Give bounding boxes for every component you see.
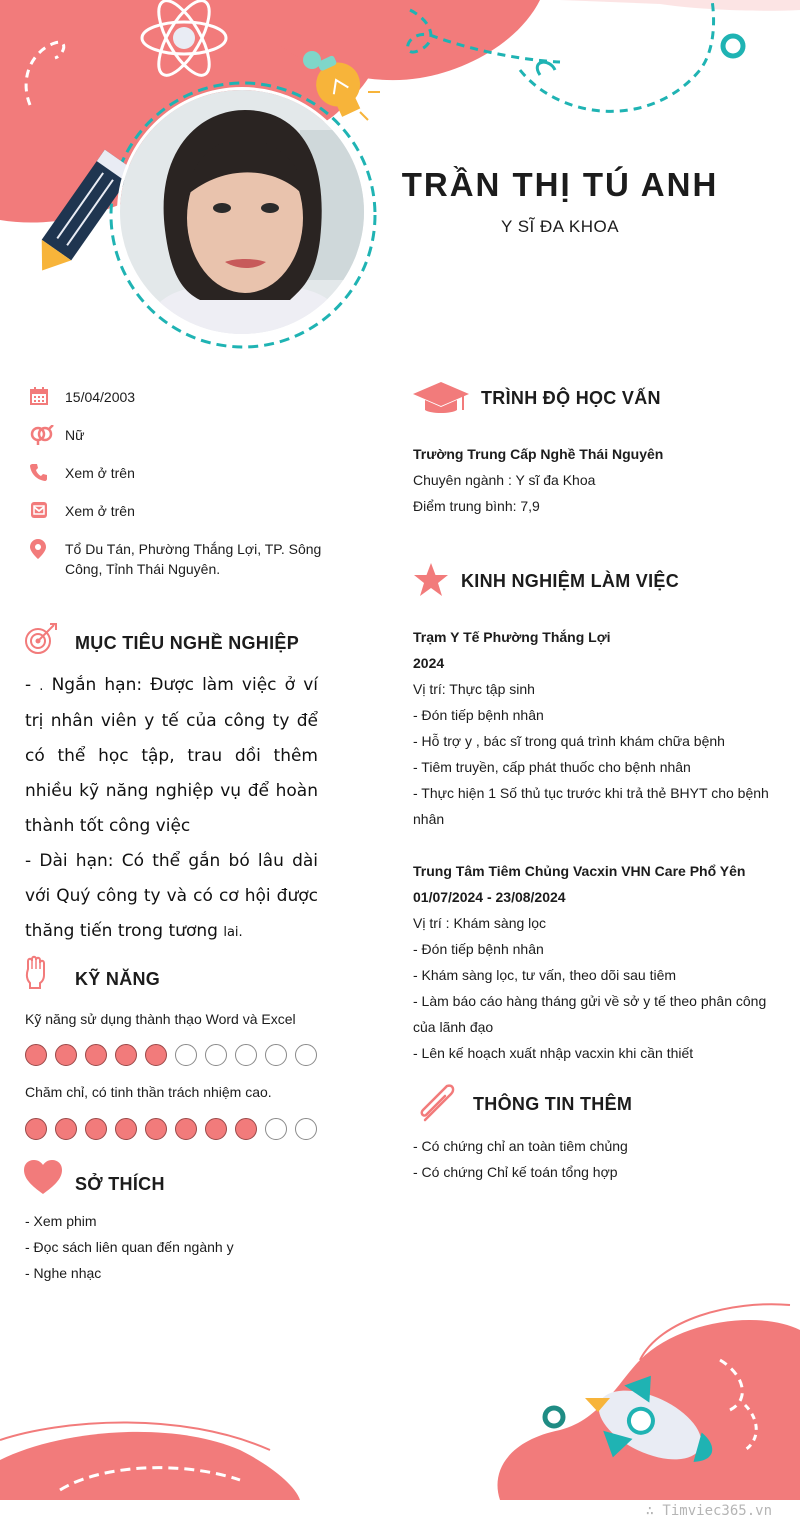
paperclip-icon bbox=[415, 1082, 459, 1129]
education-block bbox=[413, 441, 783, 519]
rating-dot-filled bbox=[115, 1118, 137, 1140]
job-line: - Tiêm truyền, cấp phát thuốc cho bệnh nhân bbox=[413, 759, 691, 775]
star-icon bbox=[413, 562, 449, 603]
target-icon bbox=[24, 622, 58, 661]
experience-job-2 bbox=[413, 858, 785, 1066]
rating-dot-empty bbox=[205, 1044, 227, 1066]
job-line: - Làm báo cáo hàng tháng gửi về sở y tế theo phân công của lãnh đạo bbox=[413, 993, 767, 1035]
birthday-value: 15/04/2003 bbox=[65, 389, 136, 405]
objective-tail: lai. bbox=[223, 925, 243, 940]
rating-dot-filled bbox=[205, 1118, 227, 1140]
rating-dot-filled bbox=[55, 1118, 77, 1140]
rating-dot-filled bbox=[115, 1044, 137, 1066]
watermark: ∴ Timviec365.vn bbox=[645, 1503, 772, 1519]
objective-prefix: - bbox=[25, 675, 40, 695]
rating-dot-filled bbox=[145, 1118, 167, 1140]
gender-icon bbox=[30, 425, 65, 450]
skill-1-rating bbox=[25, 1044, 317, 1066]
objective-text bbox=[25, 668, 318, 950]
job-period: 01/07/2024 - 23/08/2024 bbox=[413, 889, 566, 905]
location-pin-icon bbox=[30, 539, 65, 579]
major: Chuyên ngành : Y sĩ đa Khoa bbox=[413, 472, 596, 488]
rating-dot-empty bbox=[295, 1118, 317, 1140]
graduation-cap-icon bbox=[413, 380, 469, 419]
rating-dot-empty bbox=[265, 1044, 287, 1066]
gender-row bbox=[30, 425, 330, 450]
birthday-row bbox=[30, 387, 330, 410]
phone-icon bbox=[30, 463, 65, 486]
rating-dot-filled bbox=[145, 1044, 167, 1066]
hobby-item: - Đọc sách liên quan đến ngành y bbox=[25, 1239, 234, 1255]
rating-dot-filled bbox=[85, 1118, 107, 1140]
job-line: - Lên kế hoạch xuất nhập vacxin khi cần thiết bbox=[413, 1045, 694, 1061]
rating-dot-filled bbox=[235, 1118, 257, 1140]
job-line: - Đón tiếp bệnh nhân bbox=[413, 707, 544, 723]
rating-dot-empty bbox=[265, 1118, 287, 1140]
experience-job-1 bbox=[413, 624, 785, 832]
extra-item: - Có chứng Chỉ kế toán tổng hợp bbox=[413, 1164, 618, 1180]
job-line: Vị trí: Thực tập sinh bbox=[413, 681, 535, 697]
extra-title: THÔNG TIN THÊM bbox=[473, 1094, 633, 1114]
phone-row bbox=[30, 463, 330, 486]
job-line: Vị trí : Khám sàng lọc bbox=[413, 915, 547, 931]
rating-dot-filled bbox=[25, 1044, 47, 1066]
job-period: 2024 bbox=[413, 655, 445, 671]
hobbies-title: SỞ THÍCH bbox=[75, 1174, 165, 1194]
job-company: Trạm Y Tế Phường Thắng Lợi bbox=[413, 629, 611, 645]
hobby-item: - Nghe nhạc bbox=[25, 1265, 102, 1281]
hobbies-list bbox=[25, 1208, 234, 1286]
email-icon bbox=[30, 501, 65, 524]
objective-short-term: Ngắn hạn: Được làm việc ở ví trị nhân viên y tế của công ty để có thể học tập, trau dồi thêm nhiều kỹ năng nghiệp vụ để hoàn thành tốt công việc bbox=[25, 675, 318, 836]
gpa: Điểm trung bình: 7,9 bbox=[413, 498, 540, 514]
rating-dot-filled bbox=[25, 1118, 47, 1140]
extra-list bbox=[413, 1133, 785, 1185]
objective-long-term: - Dài hạn: Có thể gắn bó lâu dài với Quý công ty và có cơ hội được thăng tiến trong tương bbox=[25, 851, 318, 941]
rating-dot-empty bbox=[295, 1044, 317, 1066]
rating-dot-empty bbox=[235, 1044, 257, 1066]
experience-title: KINH NGHIỆM LÀM VIỆC bbox=[461, 571, 680, 591]
calendar-icon bbox=[30, 387, 65, 410]
phone-value: Xem ở trên bbox=[65, 465, 135, 481]
skill-2-name: Chăm chỉ, có tinh thần trách nhiệm cao. bbox=[25, 1084, 272, 1100]
address-value: Tổ Du Tán, Phường Thắng Lợi, TP. Sông Công, Tỉnh Thái Nguyên. bbox=[65, 541, 322, 577]
skill-1-name: Kỹ năng sử dụng thành thạo Word và Excel bbox=[25, 1011, 296, 1027]
objective-title: MỤC TIÊU NGHỀ NGHIỆP bbox=[75, 633, 300, 653]
address-row bbox=[30, 539, 330, 579]
job-company: Trung Tâm Tiêm Chủng Vacxin VHN Care Phổ Yên bbox=[413, 863, 746, 879]
rating-dot-filled bbox=[175, 1118, 197, 1140]
rating-dot-empty bbox=[175, 1044, 197, 1066]
profile-photo bbox=[117, 87, 367, 337]
email-row bbox=[30, 501, 330, 524]
heart-icon bbox=[24, 1160, 62, 1199]
skills-title: KỸ NĂNG bbox=[75, 969, 161, 989]
job-line: - Hỗ trợ y , bác sĩ trong quá trình khám chữa bệnh bbox=[413, 733, 725, 749]
email-value: Xem ở trên bbox=[65, 503, 135, 519]
hobby-item: - Xem phim bbox=[25, 1213, 97, 1229]
objective-tiny-mark: . bbox=[39, 679, 44, 694]
rating-dot-filled bbox=[55, 1044, 77, 1066]
job-line: - Khám sàng lọc, tư vấn, theo dõi sau tiêm bbox=[413, 967, 677, 983]
skill-2-rating bbox=[25, 1118, 317, 1140]
fist-icon bbox=[24, 955, 48, 994]
extra-item: - Có chứng chỉ an toàn tiêm chủng bbox=[413, 1138, 628, 1154]
school-name: Trường Trung Cấp Nghề Thái Nguyên bbox=[413, 446, 664, 462]
job-title: Y SĨ ĐA KHOA bbox=[500, 217, 620, 236]
education-title: TRÌNH ĐỘ HỌC VẤN bbox=[481, 388, 661, 408]
job-line: - Thực hiện 1 Số thủ tục trước khi trả thẻ BHYT cho bệnh nhân bbox=[413, 785, 769, 827]
job-line: - Đón tiếp bệnh nhân bbox=[413, 941, 544, 957]
gender-value: Nữ bbox=[65, 427, 85, 443]
candidate-name: TRẦN THỊ TÚ ANH bbox=[401, 166, 719, 203]
rating-dot-filled bbox=[85, 1044, 107, 1066]
